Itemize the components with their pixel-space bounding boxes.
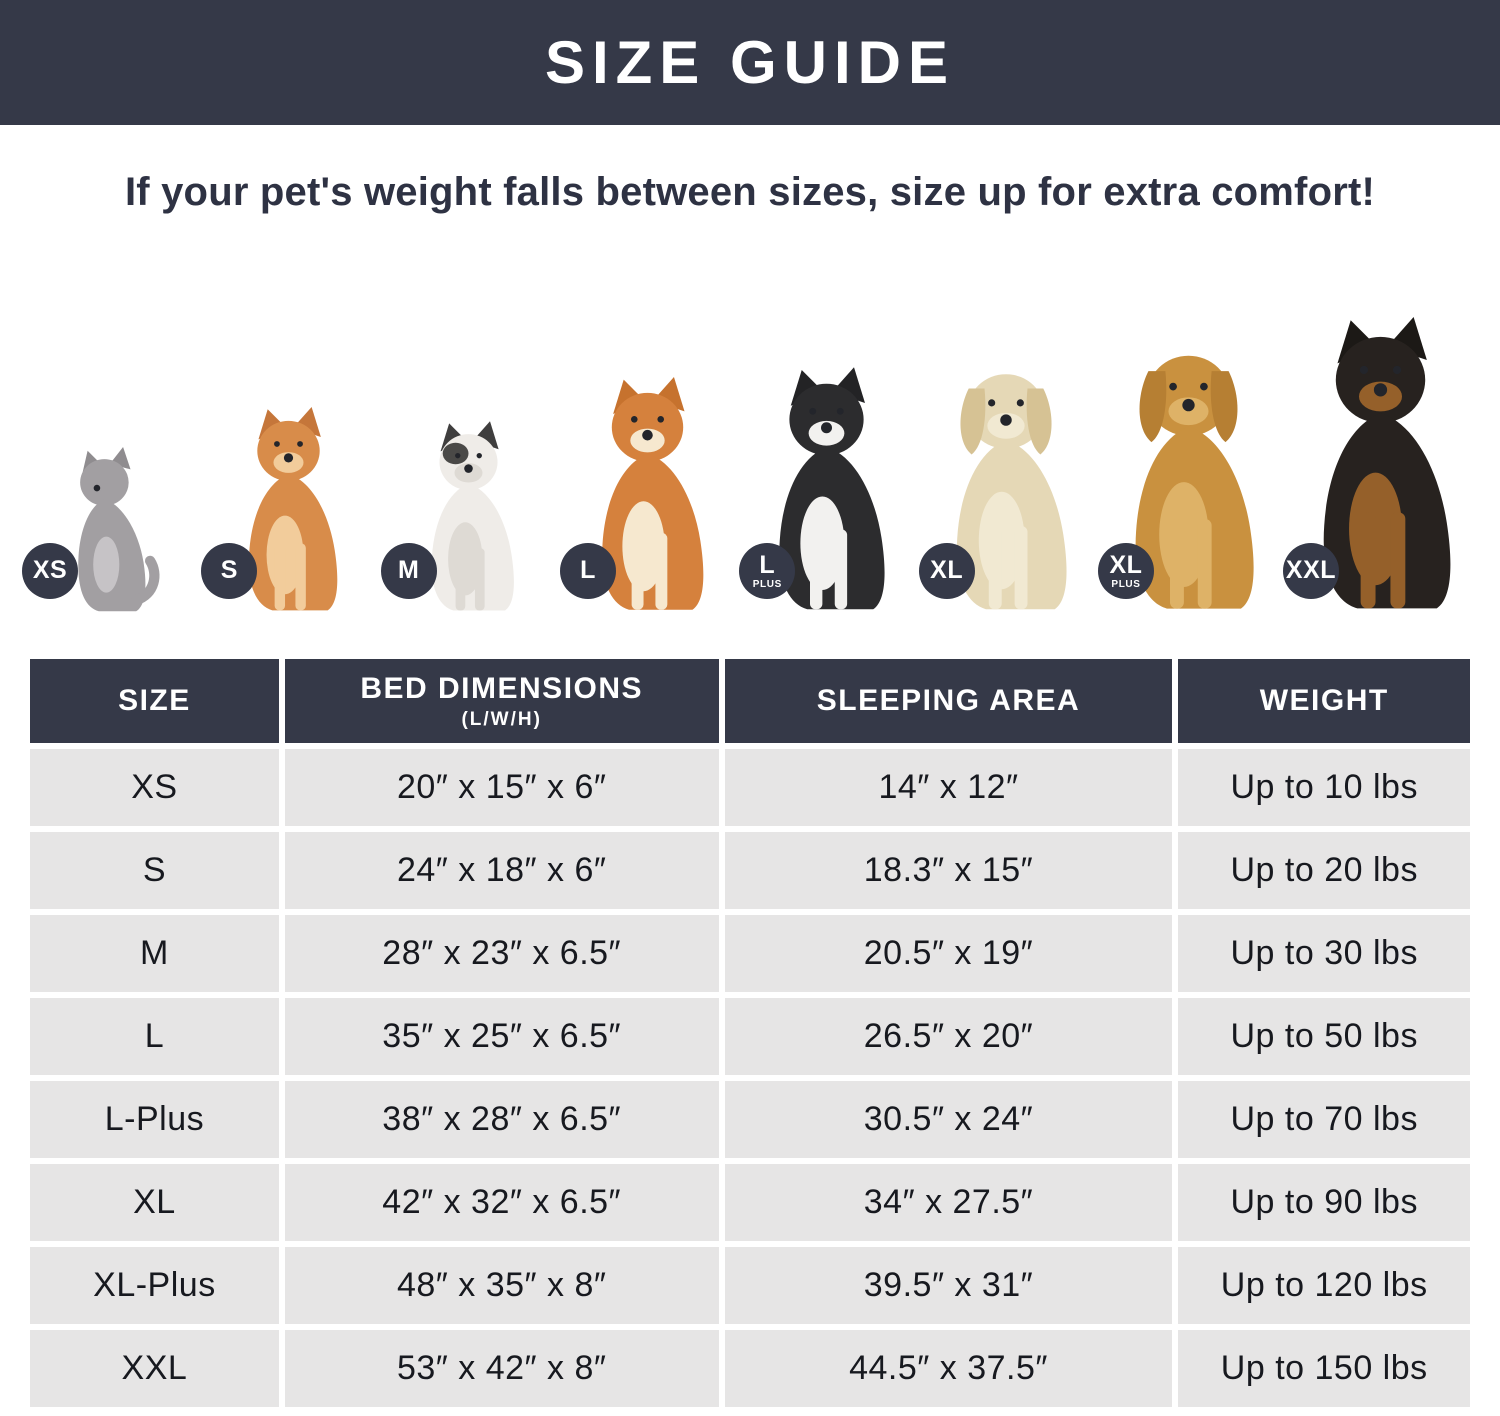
size-cell: XL <box>30 1164 279 1241</box>
table-row-l-plus <box>30 1081 1470 1158</box>
sleeping-area-cell: 18.3″ x 15″ <box>725 832 1173 909</box>
size-badge-label: L <box>759 550 776 579</box>
bed-dimensions-cell: 53″ x 42″ x 8″ <box>285 1330 719 1407</box>
table-row-m <box>30 915 1470 992</box>
sleeping-area-cell: 34″ x 27.5″ <box>725 1164 1173 1241</box>
size-badge-label: L <box>580 555 596 584</box>
table-header-row <box>30 659 1470 743</box>
size-cell: L-Plus <box>30 1081 279 1158</box>
col-header-sleeping-area: SLEEPING AREA <box>725 659 1173 743</box>
animal-size-row <box>20 273 1480 615</box>
animal-cell-xl-plus <box>1096 273 1281 615</box>
animal-cell-xs <box>20 273 199 615</box>
size-badge-l-plus <box>739 543 795 599</box>
size-badge-label: XL <box>930 555 964 584</box>
size-badge-xl-plus <box>1098 543 1154 599</box>
table-row-xs <box>30 749 1470 826</box>
weight-cell: Up to 90 lbs <box>1178 1164 1470 1241</box>
animal-cell-l-plus <box>737 273 916 615</box>
size-badge-sublabel: PLUS <box>1111 578 1141 590</box>
bed-dimensions-cell: 20″ x 15″ x 6″ <box>285 749 719 826</box>
table-row-s <box>30 832 1470 909</box>
bed-dimensions-cell: 38″ x 28″ x 6.5″ <box>285 1081 719 1158</box>
size-badge-xs <box>22 543 78 599</box>
animal-cell-xxl <box>1281 273 1480 615</box>
size-cell: L <box>30 998 279 1075</box>
bed-dimensions-cell: 35″ x 25″ x 6.5″ <box>285 998 719 1075</box>
sleeping-area-cell: 44.5″ x 37.5″ <box>725 1330 1173 1407</box>
table-row-xl-plus <box>30 1247 1470 1324</box>
size-badge-label: XL <box>1109 550 1143 579</box>
animal-cell-m <box>379 273 558 615</box>
weight-cell: Up to 50 lbs <box>1178 998 1470 1075</box>
size-badge-xxl <box>1283 543 1339 599</box>
weight-cell: Up to 30 lbs <box>1178 915 1470 992</box>
size-badge-l <box>560 543 616 599</box>
weight-cell: Up to 20 lbs <box>1178 832 1470 909</box>
animal-cell-xl <box>917 273 1096 615</box>
bed-dimensions-cell: 42″ x 32″ x 6.5″ <box>285 1164 719 1241</box>
table-row-l <box>30 998 1470 1075</box>
bed-dimensions-cell: 24″ x 18″ x 6″ <box>285 832 719 909</box>
col-header-bed-dimensions-label: BED DIMENSIONS <box>360 671 644 705</box>
subtitle: If your pet's weight falls between sizes, size up for extra comfort! <box>124 170 1376 214</box>
size-badge-xl <box>919 543 975 599</box>
size-badge-m <box>381 543 437 599</box>
size-badge-s <box>201 543 257 599</box>
size-cell: XXL <box>30 1330 279 1407</box>
size-cell: M <box>30 915 279 992</box>
sleeping-area-cell: 39.5″ x 31″ <box>725 1247 1173 1324</box>
sleeping-area-cell: 26.5″ x 20″ <box>725 998 1173 1075</box>
animal-cell-l <box>558 273 737 615</box>
animal-cell-s <box>199 273 378 615</box>
weight-cell: Up to 150 lbs <box>1178 1330 1470 1407</box>
table-row-xl <box>30 1164 1470 1241</box>
size-cell: XL-Plus <box>30 1247 279 1324</box>
col-header-size: SIZE <box>30 659 279 743</box>
sleeping-area-cell: 14″ x 12″ <box>725 749 1173 826</box>
size-guide-table <box>24 653 1476 1413</box>
col-header-bed-dimensions <box>285 659 719 743</box>
page-title: SIZE GUIDE <box>544 28 956 96</box>
bed-dimensions-cell: 28″ x 23″ x 6.5″ <box>285 915 719 992</box>
size-badge-label: M <box>397 555 420 584</box>
size-badge-label: XS <box>32 555 68 584</box>
weight-cell: Up to 10 lbs <box>1178 749 1470 826</box>
size-badge-label: S <box>220 555 238 584</box>
table-row-xxl <box>30 1330 1470 1407</box>
size-cell: S <box>30 832 279 909</box>
col-header-bed-dimensions-sub: (L/W/H) <box>461 708 542 730</box>
size-badge-label: XXL <box>1285 555 1337 584</box>
weight-cell: Up to 70 lbs <box>1178 1081 1470 1158</box>
size-badge-sublabel: PLUS <box>752 578 782 590</box>
bed-dimensions-cell: 48″ x 35″ x 8″ <box>285 1247 719 1324</box>
sleeping-area-cell: 20.5″ x 19″ <box>725 915 1173 992</box>
sleeping-area-cell: 30.5″ x 24″ <box>725 1081 1173 1158</box>
size-cell: XS <box>30 749 279 826</box>
weight-cell: Up to 120 lbs <box>1178 1247 1470 1324</box>
col-header-weight: WEIGHT <box>1178 659 1470 743</box>
header-band <box>0 0 1500 125</box>
